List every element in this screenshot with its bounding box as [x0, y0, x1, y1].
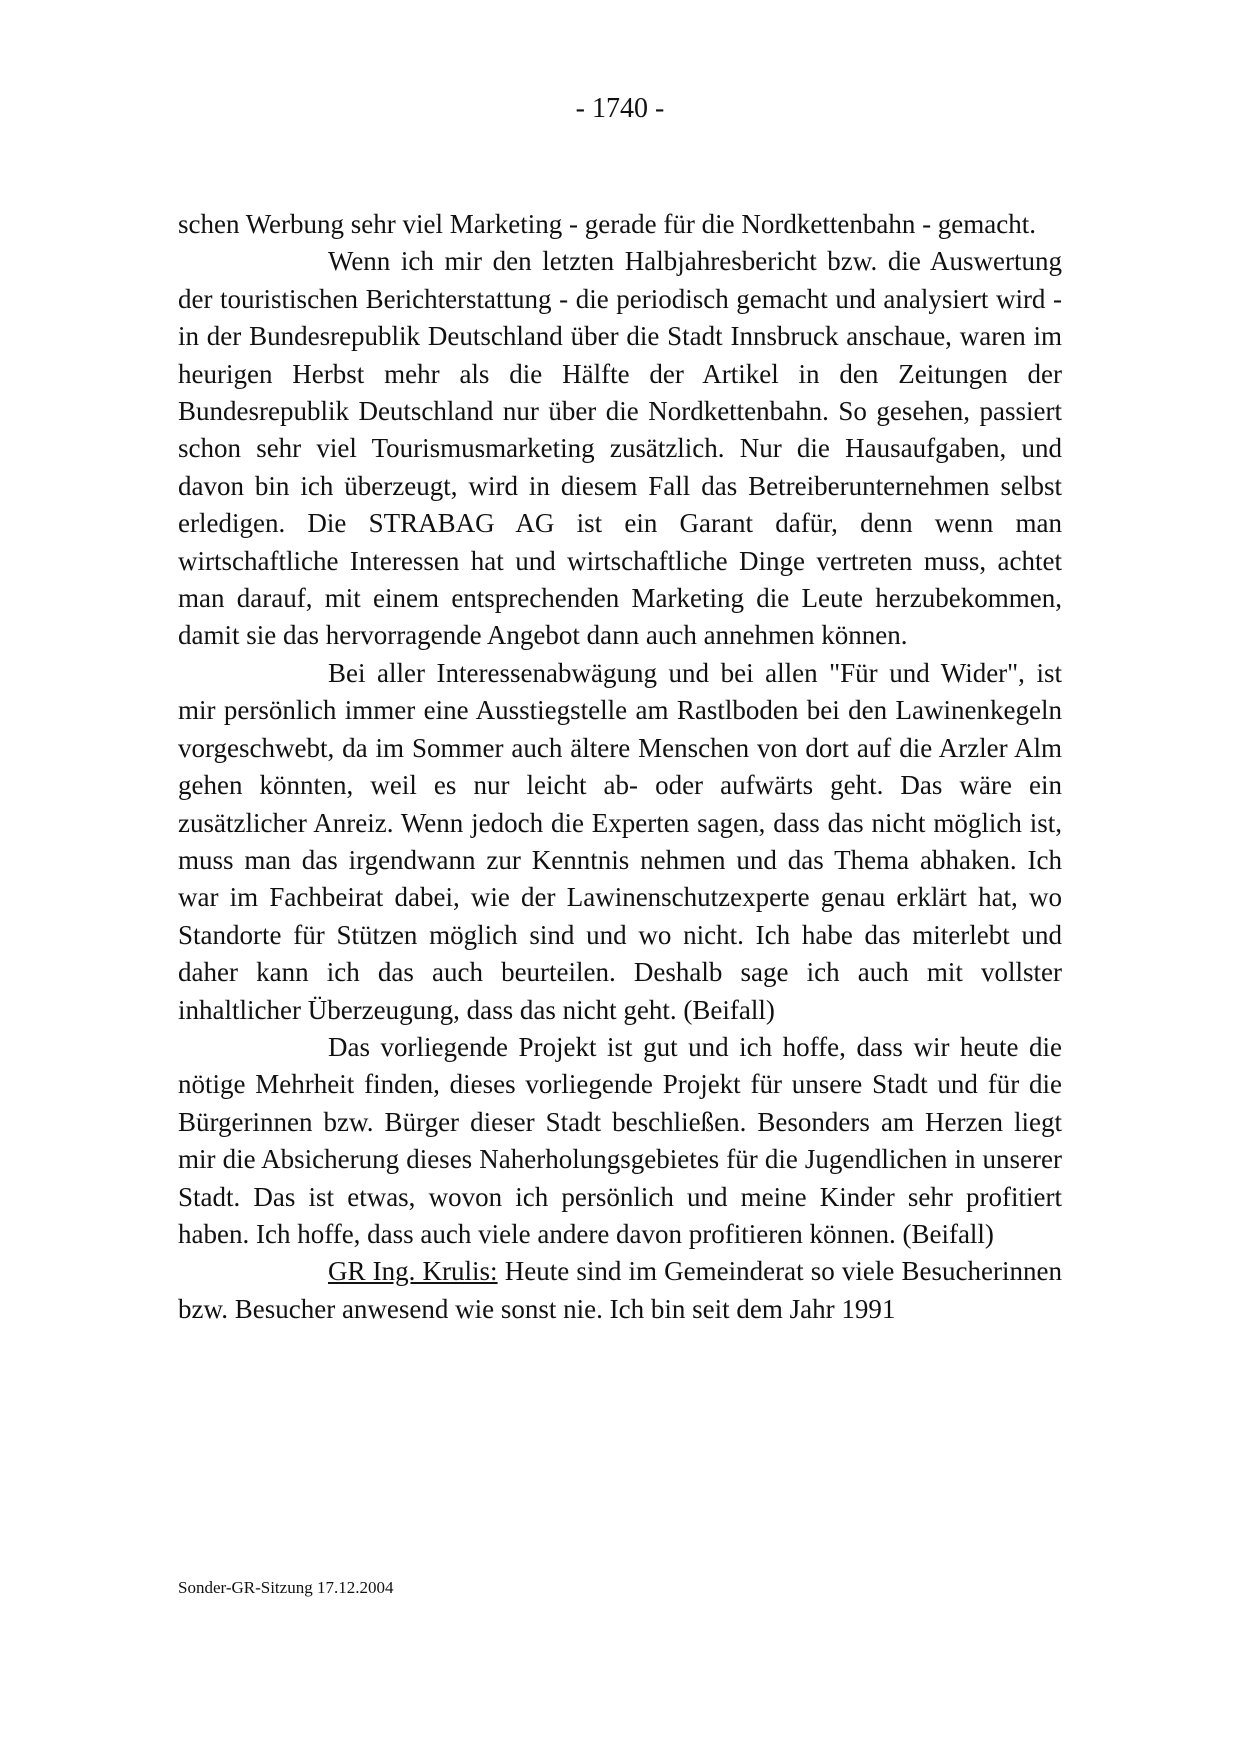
paragraph: [178, 1029, 1062, 1253]
paragraph-continuation: [178, 206, 1062, 243]
paragraph-text: Das vorliegende Projekt ist gut und ich hoffe, dass wir heute die nötige Mehrheit finden, dieses vorliegende Projekt für unsere Stadt und für die Bürgerinnen bzw. Bürger dieser Stadt beschließen. Besonders am Herzen liegt mir die Absicherung dieses Naherholungsgebietes für die Jugendlichen in unserer Stadt. Das ist etwas, wovon ich persönlich und meine Kinder sehr profitiert haben. Ich hoffe, dass auch viele andere davon profitieren können. (Beifall): [178, 1031, 1062, 1249]
paragraph-text: Wenn ich mir den letzten Halbjahresbericht bzw. die Auswertung der touristischen Berichterstattung - die periodisch gemacht und analysiert wird - in der Bundesrepublik Deutschland über die Stadt Innsbruck anschaue, waren im heurigen Herbst mehr als die Hälfte der Artikel in den Zeitungen der Bundesrepublik Deutschland nur über die Nordkettenbahn. So gesehen, passiert schon sehr viel Tourismusmarketing zusätzlich. Nur die Hausaufgaben, und davon bin ich überzeugt, wird in diesem Fall das Betreiberunternehmen selbst erledigen. Die STRABAG AG ist ein Garant dafür, denn wenn man wirtschaftliche Interessen hat und wirtschaftliche Dinge vertreten muss, achtet man darauf, mit einem entsprechenden Marketing die Leute herzubekommen, damit sie das hervorragende Angebot dann auch annehmen können.: [178, 246, 1062, 651]
paragraph-speaker: [178, 1253, 1062, 1328]
document-body: [178, 206, 1062, 1328]
speaker-name: GR Ing. Krulis:: [328, 1256, 498, 1287]
paragraph-text: Bei aller Interessenabwägung und bei allen "Für und Wider", ist mir persönlich immer eine Ausstiegstelle am Rastlboden bei den Lawinenkegeln vorgeschwebt, da im Sommer auch ältere Menschen von dort auf die Arzler Alm gehen könnten, weil es nur leicht ab- oder aufwärts geht. Das wäre ein zusätzlicher Anreiz. Wenn jedoch die Experten sagen, dass das nicht möglich ist, muss man das irgendwann zur Kenntnis nehmen und das Thema abhaken. Ich war im Fachbeirat dabei, wie der Lawinenschutzexperte genau erklärt hat, wo Standorte für Stützen möglich sind und wo nicht. Ich habe das miterlebt und daher kann ich das auch beurteilen. Deshalb sage ich auch mit vollster inhaltlicher Überzeugung, dass das nicht geht. (Beifall): [178, 657, 1062, 1025]
paragraph: [178, 655, 1062, 1029]
page-number: - 1740 -: [575, 93, 665, 124]
paragraph: [178, 243, 1062, 654]
paragraph-text: Heute sind im Gemeinderat so viele Besucherinnen bzw. Besucher anwesend wie sonst nie. Ich bin seit dem Jahr 1991: [178, 1256, 1062, 1324]
footer-session-label: Sonder-GR-Sitzung 17.12.2004: [178, 1578, 394, 1597]
paragraph-text: schen Werbung sehr viel Marketing - gerade für die Nordkettenbahn - gemacht.: [178, 209, 1037, 239]
